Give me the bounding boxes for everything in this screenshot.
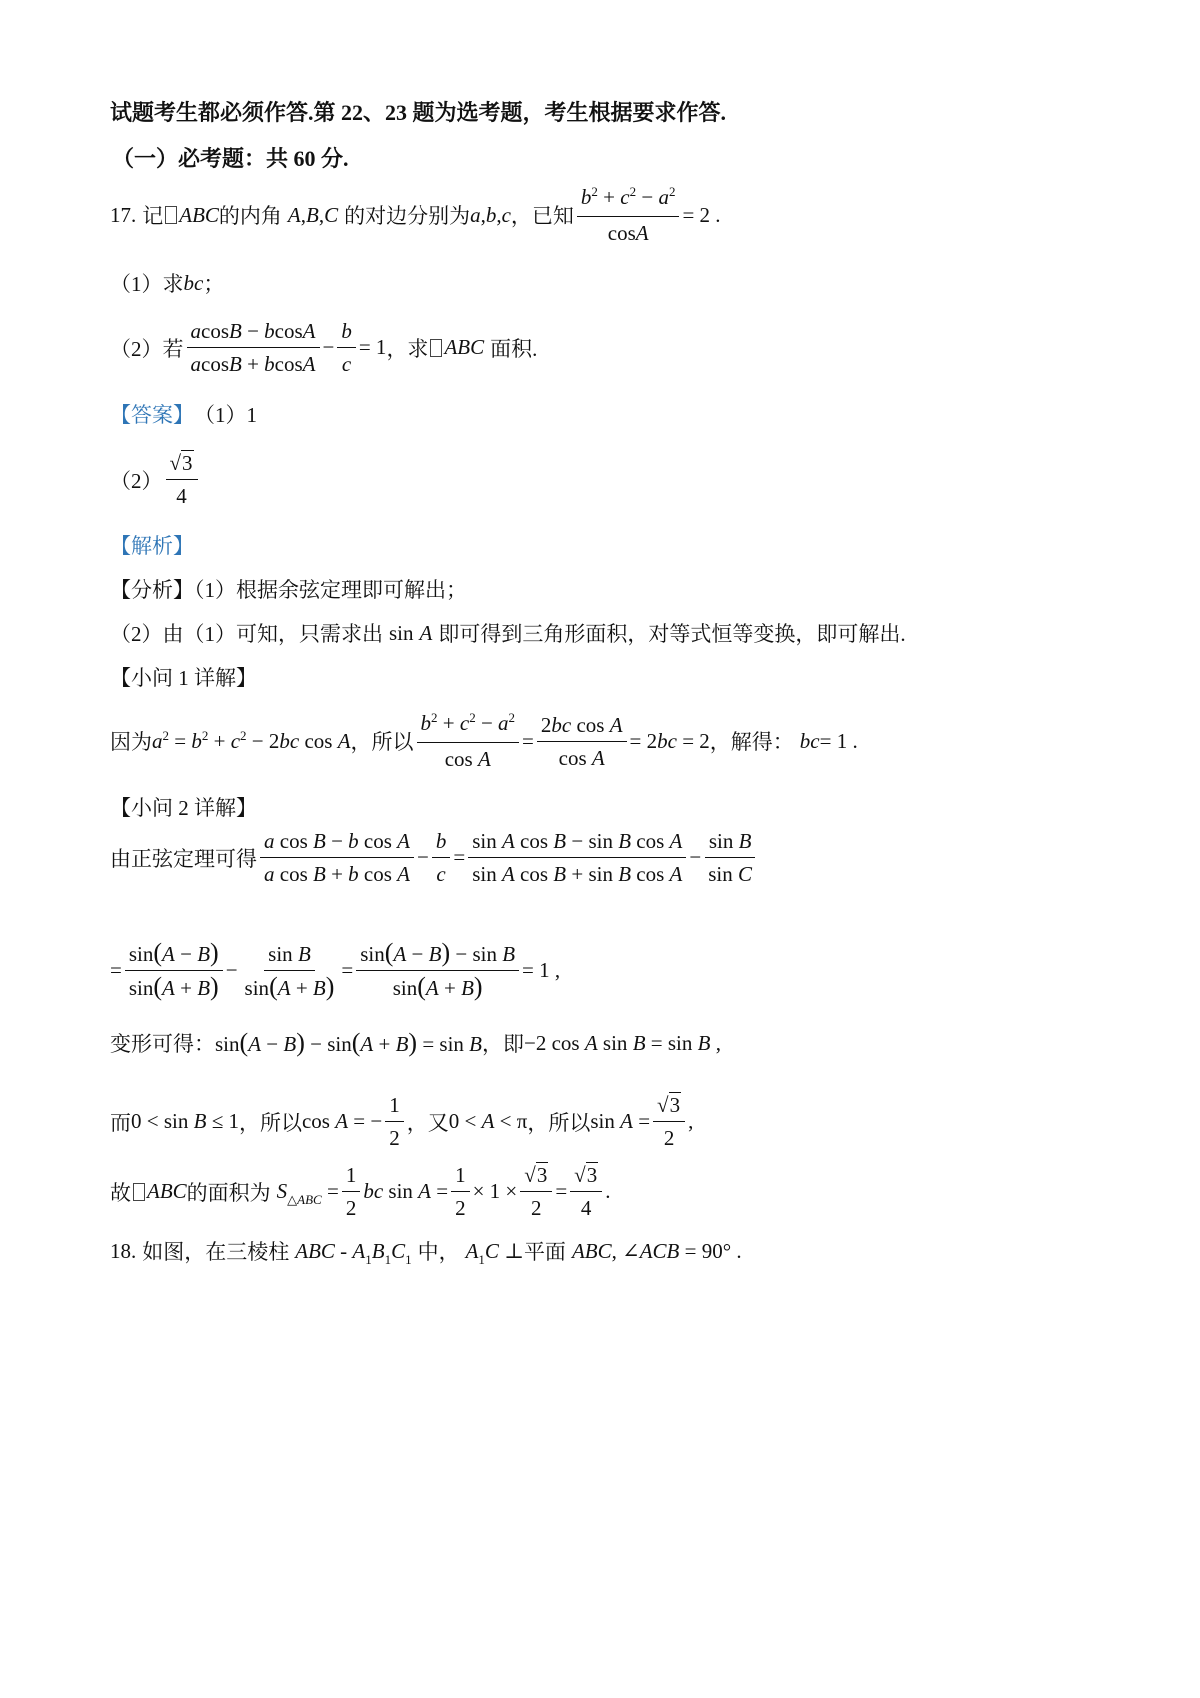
sub1-tag: 【小问 1 详解】	[110, 666, 257, 690]
sub2-deform: 变形可得： sin(A − B) − sin(A + B) = sin B ，即 −2 cos A sin B = sin B ,	[110, 1028, 721, 1057]
instruction-line: 试题考生都必须作答.第 22、23 题为选考题，考生根据要求作答.	[110, 100, 727, 125]
triangle-symbol-icon	[430, 339, 442, 357]
q17-stem: 17. 记 ABC 的内角 A , B , C 的对边分别为 a , b , c ，已知 $\frac{b^2 + c^2 - a^2}{\cos A}$ = 2 .	[110, 184, 721, 245]
triangle-symbol-icon	[165, 206, 177, 224]
analysis-fenxi-1: 【分析】（1）根据余弦定理即可解出；	[110, 578, 467, 602]
sub2-range: 而 0 < sin B ≤ 1 ，所以 cos A = − $\frac{1}{2}$ ，又 0 < A < π ，所以 sin A = $\frac{√3}{2}$ ,	[110, 1093, 694, 1150]
analysis-tag: 【解析】	[110, 534, 194, 558]
sub2-area: 故 ABC 的面积为 $S_{\triangle ABC}$ = $\frac{1}{2}$ bc sin A = $\frac{1}{2}$ × 1 × $\frac{√3}{2}$ = $\frac{√3}{4}$ .	[110, 1163, 611, 1220]
triangle-symbol-icon	[133, 1183, 145, 1201]
q17-part2: （2）若 $\frac{acosB - bcosA}{acosB + bcosA}$ − $\frac{b}{c}$ = 1 ，求 ABC 面积.	[110, 319, 538, 376]
analysis-fenxi-2: （2）由（1）可知，只需求出 sin A 即可得到三角形面积，对等式恒等变换，即可解出.	[110, 620, 906, 646]
answer-line: 【答案】 （1）1	[110, 403, 257, 427]
q17-part1: （1）求 bc ；	[110, 270, 225, 296]
q18-stem: 18. 如图，在三棱柱 ABC - $A_1B_1C_1$ 中， $A_1C$ ⊥ 平面 ABC, ∠ACB = 90° .	[110, 1238, 742, 1267]
section-heading: （一）必考题：共 60 分.	[112, 146, 349, 171]
answer-part2: （2） $\frac{√3}{4}$	[110, 450, 201, 509]
sub2-step1: 由正弦定理可得 $\frac{\text{a cos B − b cos A}}{\text{a cos B + b cos A}}$ − $\frac{b}{c}$ = $\frac{\text{sin A cos B − sin B cos A}}{\text{sin A cos B + sin B cos A}}$ − $\frac{\text{sin B}}{\text{sin C}}$	[110, 828, 759, 887]
sub2-tag: 【小问 2 详解】	[110, 796, 257, 820]
sub1-solution: 因为 $a^2 = b^2 + c^2 - 2bc$ cos A ，所以 $\frac{b^2 + c^2 - a^2}{\text{cos A}}$ = $\frac{\text{2bc cos A}}{\text{cos A}}$ = 2bc = 2 ，解得： bc = 1 .	[110, 710, 858, 771]
given-fraction: $\frac{b^2 + c^2 - a^2}{\cos A}$	[577, 184, 680, 246]
sub2-step2: = $\frac{\sin(A - B)}{\sin(A + B)}$ − $\frac{\text{sin B}}{\sin(A + B)}$ = $\frac{\text{sin(A − B) − sin B}}{\sin(A + B)}$ = 1 ,	[110, 938, 561, 1001]
